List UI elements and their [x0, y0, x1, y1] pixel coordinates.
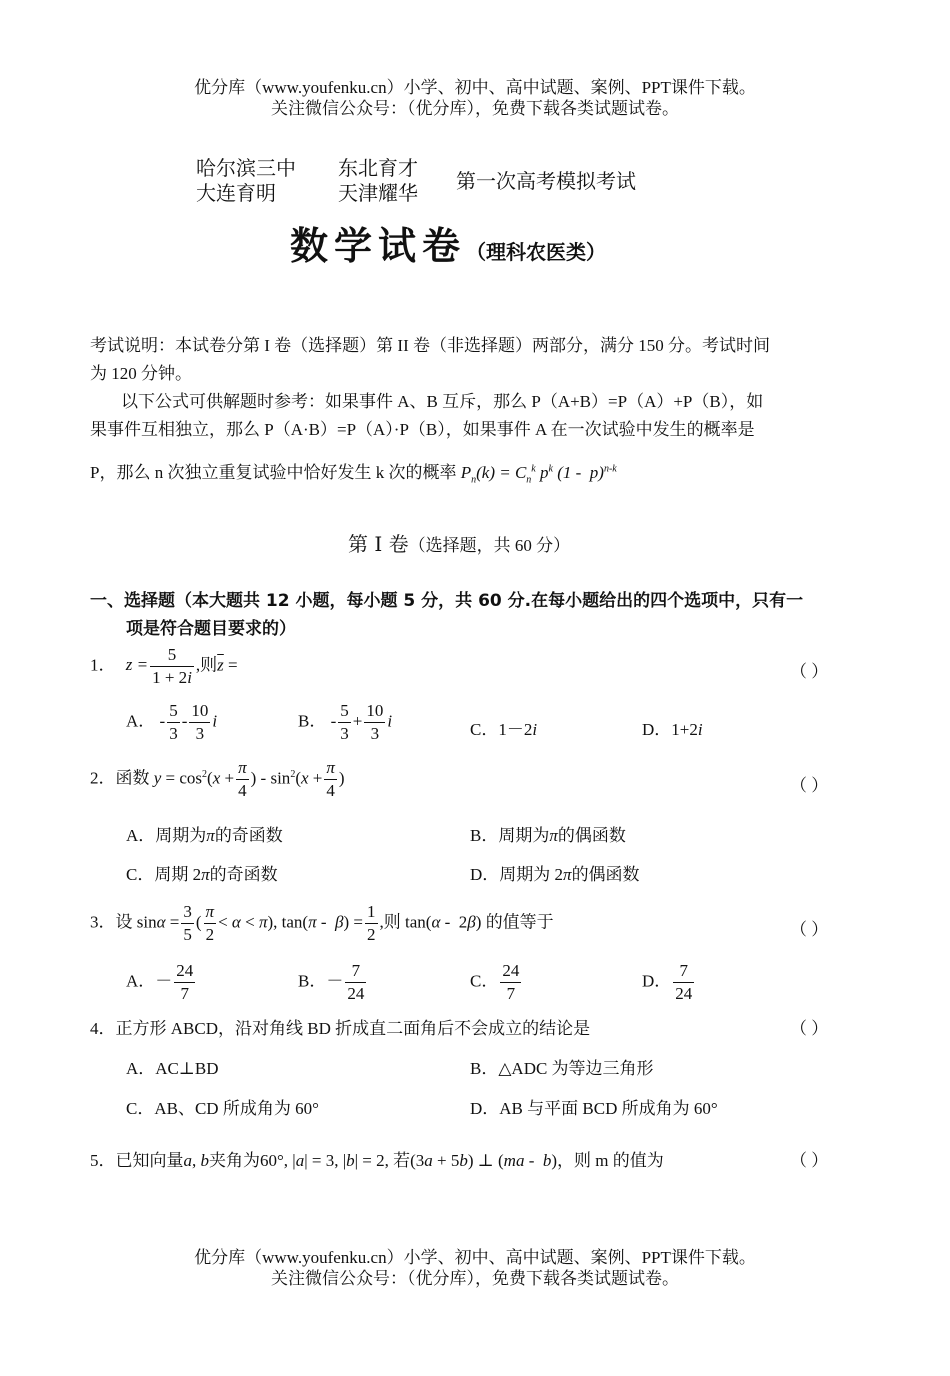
school-harbin: 哈尔滨三中 [196, 156, 296, 180]
question-4-answer-paren: （ ） [790, 1019, 829, 1038]
question-1-option-d: D．1+2i [642, 720, 703, 739]
footer-banner-line-2: 关注微信公众号：（优分库），免费下载各类试题试卷。 [271, 1269, 679, 1288]
question-3-option-b: B．－ $\frac{7}{24}$ [298, 961, 365, 1003]
question-3-option-a: A．－ $\frac{24}{7}$ [126, 961, 194, 1003]
school-tianjin: 天津耀华 [338, 181, 418, 205]
part-1-heading-line-2: 项是符合题目要求的） [126, 619, 296, 639]
instructions-line-1: 考试说明：本试卷分第 I 卷（选择题）第 II 卷（非选择题）两部分，满分 150 分。考试时间 [90, 336, 770, 355]
question-2-option-b: B．周期为π的偶函数 [470, 826, 626, 845]
question-2-stem: 2．函数 $y = \cos^2(x$ + $\frac{\pi}{4}$ ) - $\sin^2(x$ + $\frac{\pi}{4}$ ) [90, 758, 345, 800]
question-2-option-a: A．周期为π的奇函数 [126, 826, 283, 845]
question-5-answer-paren: （ ） [790, 1151, 829, 1170]
part-1-heading-line-1: 一、选择题（本大题共 12 小题，每小题 5 分，共 60 分.在每小题给出的四个选项中，只有一 [90, 591, 804, 611]
question-4-option-c: C．AB、CD 所成角为 60° [126, 1099, 319, 1118]
question-2-option-d: D．周期为 2π的偶函数 [470, 865, 640, 884]
question-4-stem: 4．正方形 ABCD，沿对角线 BD 折成直二面角后不会成立的结论是 [90, 1019, 591, 1038]
title-text: 数学试卷 [290, 223, 467, 268]
question-1-option-a: A． - $\frac{5}{3}$ - $\frac{10}{3}$ i [126, 701, 218, 743]
binomial-formula: $P_n(k) = C_n^k$ $p^k$ (1 - p)$^{n-k}$ [460, 463, 617, 486]
question-1-option-b: B． - $\frac{5}{3}$ + $\frac{10}{3}$ i [298, 701, 393, 743]
question-3-option-d: D． $\frac{7}{24}$ [642, 961, 693, 1003]
formula-intro-line-2: 果事件互相独立，那么 P（A·B）=P（A）·P（B），如果事件 A 在一次试验中发生的概率是 [90, 420, 755, 439]
exam-name: 第一次高考模拟考试 [456, 169, 636, 193]
formula-intro-line-1: 以下公式可供解题时参考：如果事件 A、B 互斥，那么 P（A+B）=P（A）+P（B），如 [121, 392, 764, 411]
question-2-option-c: C．周期 2π的奇函数 [126, 865, 278, 884]
section-1-title: 第 I 卷（选择题，共 60 分） [348, 532, 571, 556]
question-1-option-c: C．1－2i [470, 720, 538, 739]
formula-intro-line-3: P，那么 n 次独立重复试验中恰好发生 k 次的概率 $P_n(k) = C_n^k$ $p^k$ (1 - p)$^{n-k}$ [90, 463, 617, 486]
instructions-line-2: 为 120 分钟。 [90, 364, 192, 383]
banner-line-2: 关注微信公众号：（优分库），免费下载各类试题试卷。 [271, 99, 679, 118]
question-4-option-b: B．△ADC 为等边三角形 [470, 1059, 654, 1078]
page-title [290, 215, 606, 270]
school-dongbei: 东北育才 [338, 156, 418, 180]
question-3-answer-paren: （ ） [790, 920, 829, 939]
school-dalian: 大连育明 [196, 181, 276, 205]
question-1-answer-paren: （ ） [790, 662, 829, 681]
question-2-answer-paren: （ ） [790, 776, 829, 795]
question-5-stem: 5．已知向量a, b夹角为60°, |a| = 3, |b| = 2, 若(3a + 5b) ⊥ (ma - b)，则 m 的值为 [90, 1151, 664, 1170]
question-1-stem: 1． z = $\frac{5}{1 + 2i}$ ,则$\overline{z}$ = [90, 645, 238, 687]
question-4-option-d: D．AB 与平面 BCD 所成角为 60° [470, 1099, 718, 1118]
question-3-option-c: C． $\frac{24}{7}$ [470, 961, 520, 1003]
banner-line-1: 优分库（www.youfenku.cn）小学、初中、高中试题、案例、PPT课件下载。 [194, 78, 756, 97]
footer-banner-line-1: 优分库（www.youfenku.cn）小学、初中、高中试题、案例、PPT课件下载。 [194, 1248, 756, 1267]
title-subtitle: （理科农医类） [466, 240, 607, 264]
question-3-stem: 3．设 sinα = $\frac{3}{5}$ ( $\frac{\pi}{2}$ < α < π), tan(π - β) = $\frac{1}{2}$ ,则 tan(α - 2β) 的值等于 [90, 902, 554, 944]
question-4-option-a: A．AC⊥BD [126, 1059, 219, 1078]
